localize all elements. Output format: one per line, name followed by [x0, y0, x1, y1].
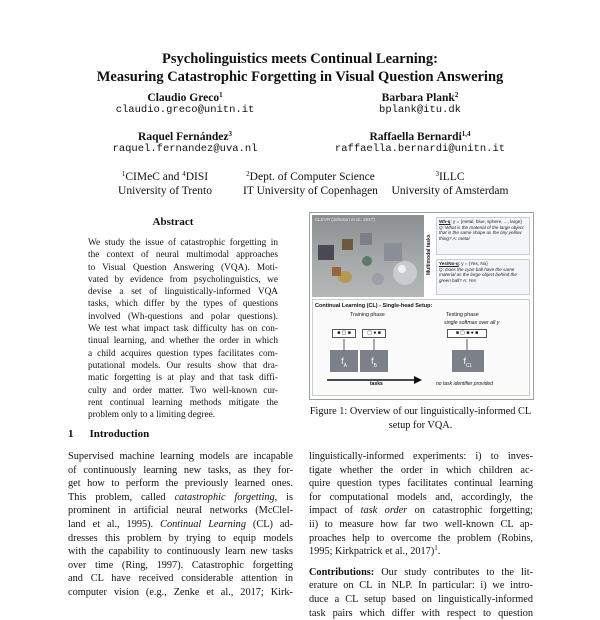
intro-line: of continuously learning new tasks, as they for- [68, 464, 293, 476]
abstract-line: putational models. Our results show that dra- [88, 360, 278, 371]
intro-line: and CL have received considerable attention in [68, 573, 293, 585]
abstract-line: tasks, which differ by the types of questions [88, 299, 278, 310]
intro-line: over time (Ring, 1997). Catastrophic forgetting [68, 559, 293, 571]
author-block [315, 131, 525, 155]
intro-line: with the capability to continuously learn new tasks [68, 546, 293, 558]
affiliation: $^3$ILLC University of Amsterdam [391, 170, 509, 197]
abstract-line: culty and order matter. Two well-known cur- [88, 385, 278, 396]
title-line-2: Measuring Catastrophic Forgetting in Visual Question Answering [96, 69, 504, 85]
author-block [335, 92, 505, 116]
paper-title [40, 50, 560, 86]
title-line-1: Psycholinguistics meets Continual Learning: [162, 51, 438, 67]
training-phase-label: Training phase [350, 312, 385, 318]
cube-object [318, 245, 334, 260]
intro-line: get how to perform the previously learned ones. [68, 478, 293, 490]
tasks-label: tasks [370, 381, 383, 387]
intro-line: This problem, called catastrophic forgetting, is [68, 491, 293, 503]
cube-object [384, 243, 402, 261]
abstract-line: vated by evidence from psycholinguistics, we [88, 274, 278, 285]
testing-phase-label: Testing phase [446, 312, 479, 318]
abstract-line: tinual learning, and whether the order in which [88, 336, 278, 347]
softmax-label: single softmax over all y [444, 320, 500, 326]
author-name: Barbara Plank$^2$ [381, 91, 459, 104]
task-box-wh: Wh-q: y = {metal, blue, sphere, ..., large} Q: What is the material of the large object that is the same shape as the tiny yellow thing? A: metal [436, 217, 530, 255]
right-line: linguistically-informed experiments: i) to inves- [309, 451, 533, 462]
right-line: tigate whether the order in which children ac- [309, 464, 533, 476]
author-name: Raffaella Bernardi$^{1,4}$ [369, 130, 471, 143]
right-line: ii) to measure how far two well-known CL ap- [309, 518, 533, 530]
output-slot-a: ■ ▢ ■ [332, 329, 356, 338]
intro-line: land et al., 1995). Continual Learning (CL) ad- [68, 518, 293, 530]
model-fcl: $f_{CL}$ [452, 350, 484, 372]
abstract-line: involved (Wh-questions and polar questions). [88, 311, 278, 322]
abstract-line: the context of neural multimodal approaches [88, 250, 278, 261]
cube-object [342, 239, 353, 250]
contributions-heading: Contributions: [309, 566, 375, 578]
footnote-marker[interactable]: 1 [434, 544, 438, 553]
author-block [100, 92, 270, 116]
author-block [100, 131, 270, 155]
intro-line: computer vision (e.g., Zenke et al., 2017; Kirk- [68, 586, 293, 598]
abstract-line: rent continual learning methods mitigate the [88, 397, 278, 408]
contributions-line: task pairs which differ with respect to question [309, 607, 533, 619]
author-email: bplank@itu.dk [379, 104, 461, 116]
affiliation: $^1$CIMeC and $^4$DISI University of Trento [118, 170, 212, 197]
no-task-identifier-label: no task identifier provided [436, 381, 493, 387]
figure-cl-setup [312, 301, 530, 396]
author-name: Raquel Fernández$^3$ [138, 130, 232, 143]
abstract-line: problem only to a limiting degree. [88, 410, 216, 421]
cube-object [360, 233, 372, 245]
right-line: for computational models and, accordingly, the [309, 491, 533, 503]
author-email: raffaella.bernardi@unitn.it [334, 143, 506, 155]
section-heading-introduction: 1 Introduction [68, 428, 150, 440]
right-column-body [309, 450, 533, 620]
sphere-highlight [398, 265, 406, 273]
right-line: 1995; Kirkpatrick et al., 2017)$^1$. [309, 544, 441, 558]
affiliation: $^2$Dept. of Computer Science IT University of Copenhagen [243, 170, 378, 197]
abstract-line: devise a set of linguistically-informed VQA [88, 287, 278, 298]
abstract-line: We test what impact task difficulty has on con- [88, 324, 278, 335]
author-email: claudio.greco@unitn.it [115, 104, 255, 116]
output-slot-cl: ■ ▢ ■ ● ■ [447, 329, 487, 338]
tasks-arrow [312, 374, 530, 386]
contributions-line: erature on CL in NLP. In particular: i) we intro- [309, 580, 533, 592]
intro-line: dresses this problem by trying to equip models [68, 532, 293, 544]
model-fa: $f_A$ [330, 350, 358, 372]
cube-object [332, 267, 341, 276]
author-email: raquel.fernandez@uva.nl [112, 143, 258, 155]
clevr-image [312, 215, 424, 297]
abstract-line: We study the issue of catastrophic forgetting in [88, 238, 278, 248]
model-fb: $f_B$ [360, 350, 388, 372]
right-line: proaches help to overcome the problem (Robins, [309, 532, 533, 544]
abstract-line: a child acquires question types facilitates com- [88, 348, 278, 359]
figure-multimodal-tasks [312, 215, 531, 298]
contributions-line: Contributions: Our study contributes to the lit- [309, 566, 533, 578]
figure-caption: Figure 1: Overview of our linguistically-informed CL setup for VQA. [309, 406, 532, 431]
introduction-body [68, 450, 293, 600]
clevr-scene [312, 215, 424, 297]
contributions-line: duce a CL setup based on linguistically-informed [309, 593, 533, 605]
photo-label: CLEVR (Johnson et al., 2017) [315, 217, 375, 222]
cl-title: Continual Learning (CL) - Single-head Setup: [315, 303, 433, 309]
intro-line: prominent in artificial neural networks (McClel- [68, 505, 293, 517]
figure-1 [309, 212, 534, 400]
output-slot-b: ▢ ● ■ [362, 329, 386, 338]
multimodal-tasks-label: Multimodal tasks [426, 234, 432, 276]
author-name: Claudio Greco$^1$ [147, 91, 223, 104]
task-box-yesno: Yes/No-q: y = {Yes, No} Q: Does the cyan ball have the same material as the large object behind the green ball? A: Yes [436, 259, 530, 295]
right-line: quire question types facilitates continual learning [309, 478, 533, 490]
abstract-body [88, 237, 278, 421]
abstract-heading: Abstract [152, 216, 194, 228]
sphere-object [393, 261, 417, 285]
intro-line: Supervised machine learning models are incapable [68, 451, 293, 462]
sphere-object [372, 273, 384, 285]
sphere-object [362, 256, 372, 266]
abstract-line: to Visual Question Answering (VQA). Moti- [88, 262, 278, 273]
abstract-line: matic forgetting is at play and that task diffi- [88, 373, 278, 384]
right-line: impact of task order on catastrophic forgetting; [309, 505, 533, 517]
